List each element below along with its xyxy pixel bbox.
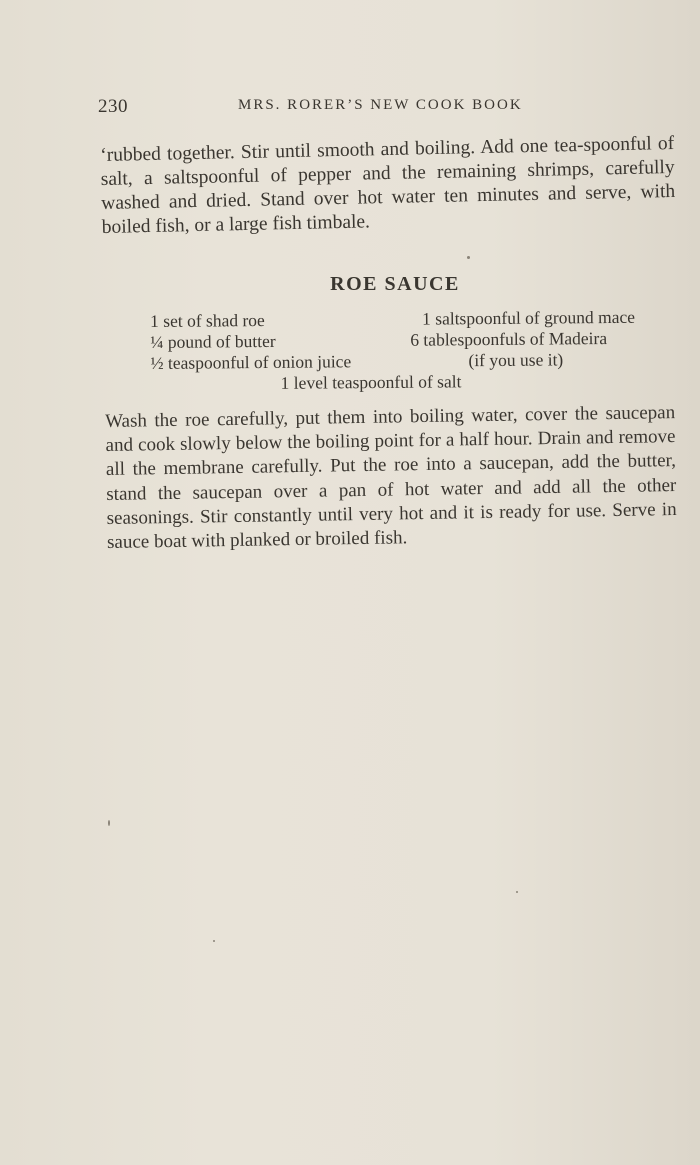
page-header (98, 96, 568, 122)
paper-speck (108, 820, 110, 826)
ingredient-note: (if you use it) (468, 349, 564, 371)
ingredient-item: 1 level teaspoonful of salt (280, 371, 462, 393)
paper-speck (213, 940, 215, 942)
ingredient-item: 6 tablespoonfuls of Madeira (410, 328, 608, 350)
ingredient-item: 1 saltspoonful of ground mace (421, 306, 636, 329)
recipe-directions: Wash the roe carefully, put them into boiling water, cover the saucepan and cook slowly below the boiling point for a half hour. Drain and remove all the membrane carefully. Put the roe into a saucepan, add the butter, stand the saucepan over a pan of hot water and add all the other seasonings. Stir constantly until very hot and it is ready for use. Serve in sauce boat with planked or broiled fish. (105, 402, 677, 553)
ingredient-list (150, 306, 676, 395)
running-title: MRS. RORER’S NEW COOK BOOK (238, 97, 523, 113)
recipe-title: ROE SAUCE (330, 273, 460, 295)
ingredient-item: ½ teaspoonful of onion juice (150, 351, 352, 373)
continued-paragraph: ‘rubbed together. Stir until smooth and boiling. Add one tea-spoonful of salt, a saltspoonful of pepper and the remaining shrimps, carefully washed and dried. Stand over hot water ten minutes and serve, with boiled fish, or a large fish timbale. (100, 132, 676, 238)
paper-speck (516, 891, 518, 893)
ingredient-item: 1 set of shad roe (150, 309, 265, 331)
ingredient-item: ¼ pound of butter (150, 330, 276, 352)
ingredient-row (151, 369, 676, 395)
page-number: 230 (98, 96, 128, 117)
paper-speck (467, 256, 470, 259)
